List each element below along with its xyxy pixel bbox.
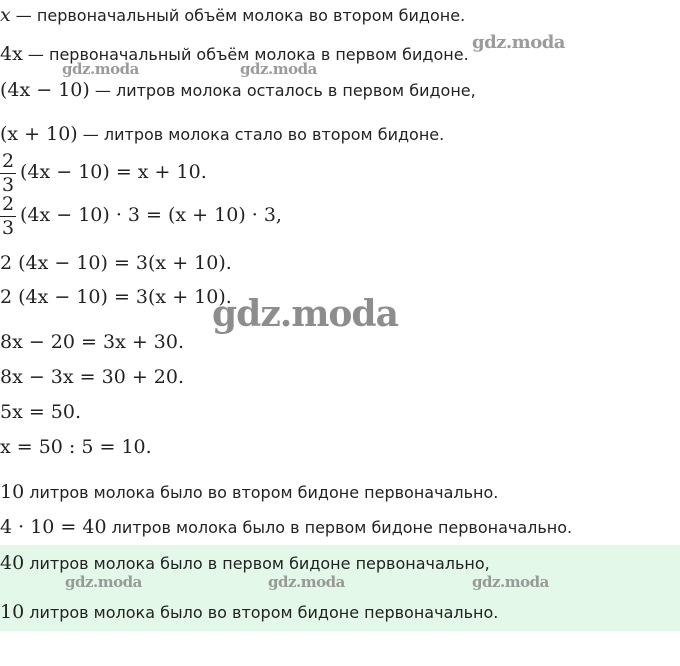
equation-4: 2 (4x − 10) = 3(x + 10). <box>0 286 232 308</box>
solution-line-4 <box>0 123 444 146</box>
math-expression: 4 · 10 = 40 <box>0 516 107 538</box>
equation-8: x = 50 : 5 = 10. <box>0 436 152 458</box>
line-text: литров молока было в первом бидоне первоначально. <box>106 518 573 537</box>
math-expression: 40 <box>0 552 25 574</box>
math-expression: 10 <box>0 481 25 503</box>
math-expression: 10 <box>0 601 25 623</box>
solution-line-3 <box>0 79 476 102</box>
answer-line-1 <box>0 552 490 575</box>
watermark: gdz.moda <box>472 32 565 53</box>
line-text: — литров молока стало во втором бидоне. <box>77 125 445 144</box>
solution-line-1 <box>0 4 465 27</box>
watermark: gdz.moda <box>472 573 549 591</box>
answer-line-2 <box>0 601 498 624</box>
fraction-numerator: 2 <box>1 150 15 172</box>
equation-body: (4x − 10) · 3 = (x + 10) · 3, <box>20 204 282 226</box>
equation-body: (4x − 10) = x + 10. <box>20 161 207 183</box>
math-expression: (4x − 10) <box>0 79 90 101</box>
line-text: — литров молока осталось в первом бидоне, <box>89 81 476 100</box>
fraction-denominator: 3 <box>1 174 15 196</box>
watermark: gdz.moda <box>240 60 317 78</box>
fraction-numerator: 2 <box>1 193 15 215</box>
math-expression: x <box>0 4 11 26</box>
math-expression: 4x <box>0 43 23 65</box>
equation-5: 8x − 20 = 3x + 30. <box>0 331 184 353</box>
watermark: gdz.moda <box>212 293 398 335</box>
line-text: — первоначальный объём молока во втором бидоне. <box>10 6 466 25</box>
line-text: литров молока было в первом бидоне первоначально, <box>24 554 490 573</box>
line-text: литров молока было во втором бидоне первоначально. <box>24 603 499 622</box>
equation-3: 2 (4x − 10) = 3(x + 10). <box>0 252 232 274</box>
fraction-denominator: 3 <box>1 217 15 239</box>
math-expression: (x + 10) <box>0 123 78 145</box>
line-text: — первоначальный объём молока в первом бидоне. <box>22 45 469 64</box>
equation-7: 5x = 50. <box>0 401 82 423</box>
watermark: gdz.moda <box>268 573 345 591</box>
fraction <box>0 193 16 239</box>
line-text: литров молока было во втором бидоне первоначально. <box>24 483 499 502</box>
equation-6: 8x − 3x = 30 + 20. <box>0 366 184 388</box>
conclusion-line-1 <box>0 481 498 504</box>
watermark: gdz.moda <box>65 573 142 591</box>
conclusion-line-2 <box>0 516 572 539</box>
watermark: gdz.moda <box>62 60 139 78</box>
fraction <box>0 150 16 196</box>
